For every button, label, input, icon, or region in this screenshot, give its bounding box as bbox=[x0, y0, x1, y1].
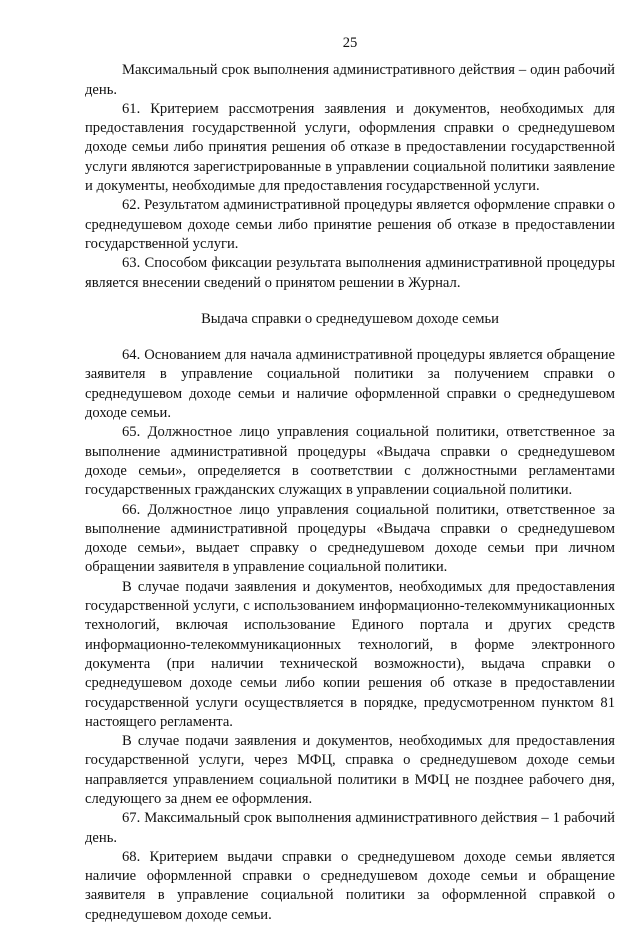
paragraph: 64. Основанием для начала административной процедуры является обращение заявителя в управление социальной политики за получением справки о среднедушевом доходе семьи и наличие оформленной справки о среднедушевом доходе семьи. bbox=[85, 347, 615, 422]
paragraph: 65. Должностное лицо управления социальной политики, ответственное за выполнение административной процедуры «Выдача справки о среднедушевом доходе семьи», определяется в соответствии с должностными регламентами государственных гражданских служащих в управлении социальной политики. bbox=[85, 424, 615, 499]
page-number: 25 bbox=[342, 35, 358, 51]
section-heading: Выдача справки о среднедушевом доходе семьи bbox=[201, 310, 499, 327]
paragraphs-top bbox=[85, 61, 615, 293]
paragraph: 63. Способом фиксации результата выполнения административной процедуры является внесении сведений о принятом решении в Журнал. bbox=[85, 255, 615, 291]
paragraphs-bottom bbox=[85, 346, 615, 925]
paragraph: В случае подачи заявления и документов, необходимых для предоставления государственной услуги, через МФЦ, справка о среднедушевом доходе семьи направляется управлением социальной политики в МФЦ не позднее рабочего дня, следующего за днем ее оформления. bbox=[85, 733, 615, 807]
paragraph: 66. Должностное лицо управления социальной политики, ответственное за выполнение административной процедуры «Выдача справки о среднедушевом доходе семьи», выдает справку о среднедушевом доходе семьи при личном обращении заявителя в управление социальной политики. bbox=[85, 501, 615, 576]
paragraph: 68. Критерием выдачи справки о среднедушевом доходе семьи является наличие оформленной справки о среднедушевом доходе семьи и обращение заявителя в управление социальной политики за оформленной справкой о среднедушевом доходе семьи. bbox=[85, 848, 615, 923]
document-page bbox=[85, 34, 615, 925]
paragraph: 62. Результатом административной процедуры является оформление справки о среднедушевом доходе семьи либо принятие решения об отказе в предоставлении государственной услуги. bbox=[85, 197, 615, 252]
paragraph: Максимальный срок выполнения административного действия – один рабочий день. bbox=[85, 62, 615, 98]
paragraph: 61. Критерием рассмотрения заявления и документов, необходимых для предоставления государственной услуги, оформления справки о среднедушевом доходе семьи либо принятия решения об отказе в предоставлении государственной услуги являются зарегистрированные в управлении социальной политики заявление и документы, необходимые для предоставления государственной услуги. bbox=[85, 100, 615, 195]
paragraph: В случае подачи заявления и документов, необходимых для предоставления государственной услуги, с использованием информационно-телекоммуникационных технологий, включая использование Единого портала и других средств информационно-телекоммуникационных технологий, в форме электронного документа (при наличии технической возможности), выдача справки о среднедушевом доходе семьи либо копии решения об отказе в предоставлении государственной услуги осуществляется в порядке, предусмотренном пунктом 81 настоящего регламента. bbox=[85, 578, 615, 730]
paragraph: 67. Максимальный срок выполнения административного действия – 1 рабочий день. bbox=[85, 810, 615, 846]
